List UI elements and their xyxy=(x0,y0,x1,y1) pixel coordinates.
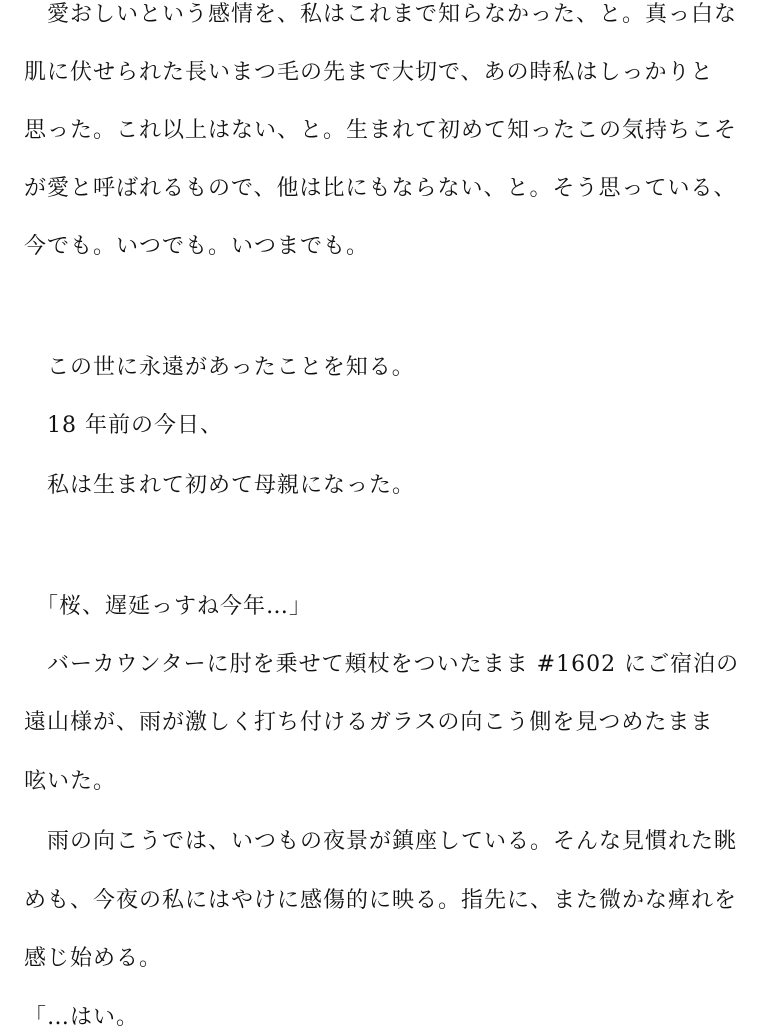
paragraph-2-line-1: この世に永遠があったことを知る。 xyxy=(24,355,415,380)
paragraph-1-line-3: 思った。これ以上はない、と。生まれて初めて知ったこの気持ちこそ xyxy=(24,118,738,143)
dialogue-line-1: 「桜、遅延っすね今年…」 xyxy=(24,594,313,619)
paragraph-1-line-2: 肌に伏せられた長いまつ毛の先まで大切で、あの時私はしっかりと xyxy=(24,60,714,85)
paragraph-1-line-1: 愛おしいという感情を、私はこれまで知らなかった、と。真っ白な xyxy=(24,2,738,27)
paragraph-1-line-5: 今でも。いつでも。いつまでも。 xyxy=(24,234,370,259)
paragraph-3-line-1: バーカウンターに肘を乗せて頬杖をついたまま #1602 にご宿泊の xyxy=(24,652,740,677)
paragraph-3-line-2: 遠山様が、雨が激しく打ち付けるガラスの向こう側を見つめたまま xyxy=(24,710,714,735)
paragraph-3-line-3: 呟いた。 xyxy=(24,769,117,794)
dialogue-line-2: 「…はい。 xyxy=(24,1005,140,1030)
paragraph-4-line-1: 雨の向こうでは、いつもの夜景が鎮座している。そんな見慣れた眺 xyxy=(24,829,738,854)
paragraph-1-line-4: が愛と呼ばれるもので、他は比にもならない、と。そう思っている、 xyxy=(24,176,737,201)
paragraph-4-line-3: 感じ始める。 xyxy=(24,946,163,971)
paragraph-4-line-2: めも、今夜の私にはやけに感傷的に映る。指先に、また微かな痺れを xyxy=(24,888,738,913)
paragraph-2-line-2: 18 年前の今日、 xyxy=(24,413,223,438)
paragraph-2-line-3: 私は生まれて初めて母親になった。 xyxy=(24,473,416,498)
